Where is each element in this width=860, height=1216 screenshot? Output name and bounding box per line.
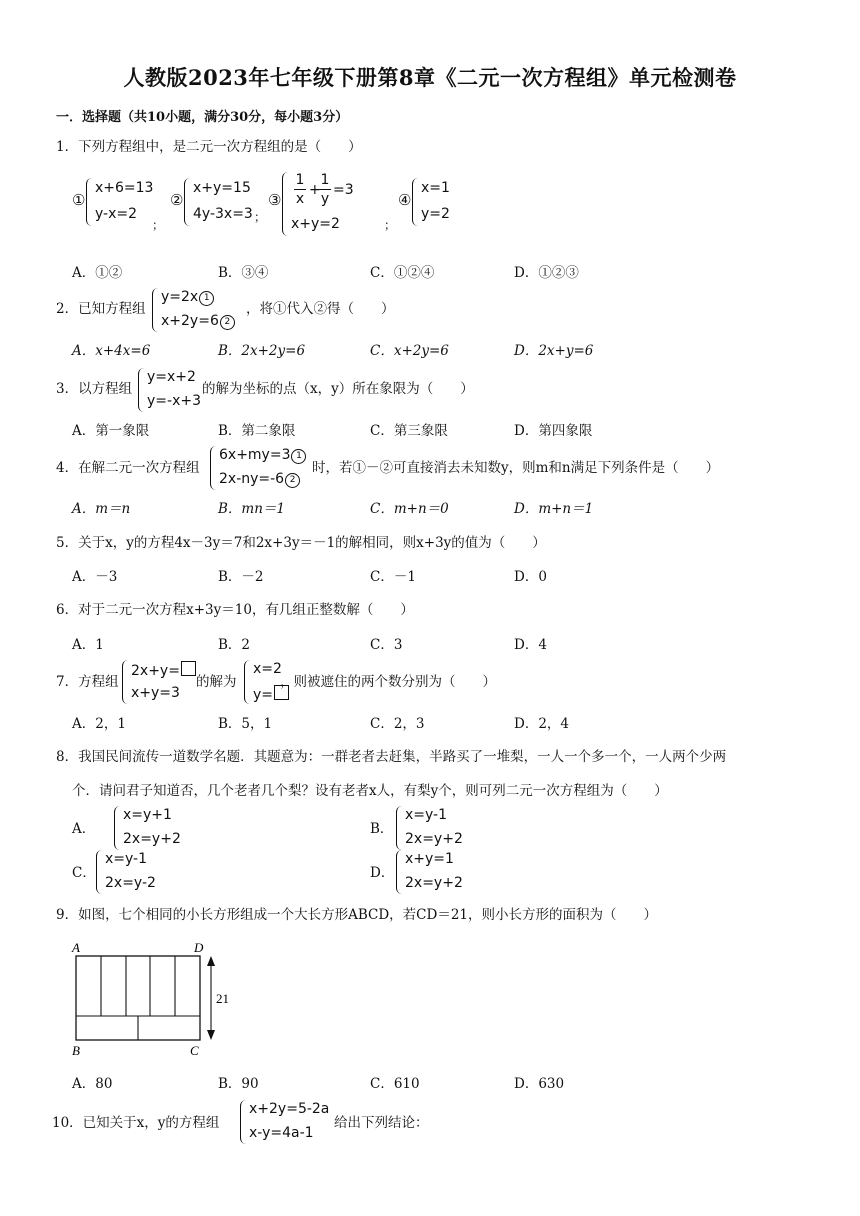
q1-option-c[interactable]: C．①②④ <box>370 265 435 281</box>
brace <box>86 178 95 226</box>
q9-option-c[interactable]: C．610 <box>370 1076 420 1092</box>
brace <box>122 660 131 704</box>
q1-systems <box>72 170 852 240</box>
q4-option-c[interactable]: C．m+n＝0 <box>370 501 449 517</box>
question-7-middle: 的解为 <box>196 674 237 690</box>
q1-label-1: ① <box>72 191 86 209</box>
equation: y=2 <box>421 206 450 222</box>
question-9: 9．如图，七个相同的小长方形组成一个大长方形ABCD，若CD＝21，则小长方形的面积为（ ） <box>56 907 657 923</box>
q8-option-b-system[interactable] <box>396 806 476 852</box>
q4-system <box>210 446 310 492</box>
question-7-suffix: ，则被遮住的两个数分别为（ ） <box>280 674 496 690</box>
equation-1 <box>219 447 306 464</box>
circle-mark: 2 <box>220 315 235 330</box>
fraction-bar <box>319 189 331 190</box>
question-3-prefix: 3．以方程组 <box>56 381 133 397</box>
q1-option-b[interactable]: B．③④ <box>218 265 269 281</box>
q2-option-a[interactable]: A．x+4x=6 <box>72 343 151 359</box>
equation-text: y= <box>253 687 274 703</box>
q6-option-c[interactable]: C．3 <box>370 637 403 653</box>
equation: 2x=y+2 <box>405 875 463 891</box>
q1-system-3 <box>282 172 372 238</box>
equation-2 <box>219 471 300 488</box>
equation: 2x=y+2 <box>405 831 463 847</box>
brace <box>412 178 421 226</box>
equation: x=y-1 <box>105 851 148 867</box>
equation: 4y-3x=3 <box>193 206 253 222</box>
q1-system-4 <box>412 178 472 230</box>
question-4-prefix: 4．在解二元一次方程组 <box>56 460 200 476</box>
equation: x-y=4a-1 <box>249 1125 314 1141</box>
brace <box>396 850 405 894</box>
equation: x=y-1 <box>405 807 448 823</box>
q7-system-1 <box>122 660 202 706</box>
q4-option-b[interactable]: B．mn＝1 <box>218 501 286 517</box>
equation-text: x+2y=6 <box>161 313 219 329</box>
q6-option-b[interactable]: B．2 <box>218 637 251 653</box>
q3-option-a[interactable]: A．第一象限 <box>72 423 150 439</box>
denominator: y <box>320 191 330 207</box>
q5-option-b[interactable]: B．－2 <box>218 569 264 585</box>
arrow-up-icon <box>207 956 215 966</box>
q8-option-b-label[interactable]: B． <box>370 821 394 837</box>
brace <box>96 850 105 894</box>
q1-option-a[interactable]: A．①② <box>72 265 123 281</box>
brace <box>114 806 123 850</box>
question-2-prefix: 2．已知方程组 <box>56 301 146 317</box>
q8-option-c-system[interactable] <box>96 850 176 896</box>
numerator: 1 <box>295 172 305 188</box>
q9-option-b[interactable]: B．90 <box>218 1076 259 1092</box>
equation-text: 2x+y= <box>131 663 180 679</box>
plus-sign: + <box>309 182 321 198</box>
equation-1 <box>131 661 196 679</box>
q2-system <box>152 288 242 334</box>
question-8-line-2: 个．请问君子知道否，几个老者几个梨？设有老者x人，有梨y个，则可列二元一次方程组为（ ） <box>72 783 668 799</box>
q6-option-a[interactable]: A．1 <box>72 637 104 653</box>
equation: x+y=15 <box>193 180 251 196</box>
question-1: 1．下列方程组中，是二元一次方程组的是（ ） <box>56 139 362 155</box>
q1-label-2: ② <box>170 191 184 209</box>
q5-option-d[interactable]: D．0 <box>514 569 547 585</box>
separator: ； <box>254 210 267 224</box>
equation-rhs: =3 <box>333 182 354 198</box>
brace <box>282 172 291 236</box>
brace <box>184 178 193 226</box>
question-10-suffix: 给出下列结论： <box>334 1115 429 1131</box>
equation: x+y=1 <box>405 851 454 867</box>
length-label: 21 <box>216 991 229 1006</box>
q8-option-a-system[interactable] <box>114 806 194 852</box>
brace <box>152 288 161 332</box>
question-5: 5．关于x，y的方程4x－3y＝7和2x+3y＝－1的解相同，则x+3y的值为（ ） <box>56 535 546 551</box>
q7-option-b[interactable]: B．5，1 <box>218 716 273 732</box>
rectangle-figure <box>66 938 246 1060</box>
equation-text: y=2x <box>161 289 199 305</box>
question-4-suffix: 时，若①－②可直接消去未知数y，则m和n满足下列条件是（ ） <box>312 460 720 476</box>
q1-label-3: ③ <box>268 191 282 209</box>
q5-option-a[interactable]: A．－3 <box>72 569 118 585</box>
brace <box>240 1100 249 1144</box>
q10-system <box>240 1100 340 1146</box>
q1-option-d[interactable]: D．①②③ <box>514 265 579 281</box>
circle-mark: 1 <box>199 291 214 306</box>
numerator: 1 <box>320 172 330 188</box>
q3-option-b[interactable]: B．第二象限 <box>218 423 296 439</box>
q2-option-d[interactable]: D．2x+y=6 <box>514 343 594 359</box>
question-6: 6．对于二元一次方程x+3y＝10，有几组正整数解（ ） <box>56 602 414 618</box>
equation: x+2y=5-2a <box>249 1101 330 1117</box>
vertex-label-d: D <box>194 940 204 955</box>
question-10-prefix: 10．已知关于x，y的方程组 <box>52 1115 220 1131</box>
equation: y=x+2 <box>147 369 196 385</box>
separator: ； <box>384 218 397 232</box>
arrow-down-icon <box>207 1030 215 1040</box>
circle-mark: 2 <box>285 473 300 488</box>
equation-2: x+y=3 <box>131 685 180 701</box>
fraction <box>294 172 306 207</box>
q3-option-c[interactable]: C．第三象限 <box>370 423 448 439</box>
separator: ； <box>152 218 165 232</box>
q8-option-a-label[interactable]: A． <box>72 821 96 837</box>
fraction <box>319 172 331 207</box>
q2-option-c[interactable]: C．x+2y=6 <box>370 343 449 359</box>
question-7-prefix: 7．方程组 <box>56 674 119 690</box>
vertex-label-c: C <box>190 1043 199 1058</box>
q2-option-b[interactable]: B．2x+2y=6 <box>218 343 306 359</box>
equation-2 <box>161 313 235 330</box>
brace <box>396 806 405 850</box>
question-8-line-1: 8．我国民间流传一道数学名题．其题意为：一群老者去赶集，半路买了一堆梨，一人一个多一个，一人两个少两 <box>56 749 727 765</box>
vertex-label-a: A <box>72 940 80 955</box>
q1-label-4: ④ <box>398 191 412 209</box>
q4-option-d[interactable]: D．m+n＝1 <box>514 501 594 517</box>
q9-option-a[interactable]: A．80 <box>72 1076 113 1092</box>
question-3-suffix: 的解为坐标的点（x，y）所在象限为（ ） <box>202 381 474 397</box>
equation-1 <box>161 289 214 306</box>
q7-option-c[interactable]: C．2，3 <box>370 716 425 732</box>
q6-option-d[interactable]: D．4 <box>514 637 547 653</box>
equation: y=-x+3 <box>147 393 201 409</box>
q7-option-d[interactable]: D．2，4 <box>514 716 570 732</box>
q4-option-a[interactable]: A．m＝n <box>72 501 131 517</box>
equation: x=1 <box>421 180 450 196</box>
q7-option-a[interactable]: A．2，1 <box>72 716 126 732</box>
fraction-bar <box>294 189 306 190</box>
brace <box>138 368 147 412</box>
circle-mark: 1 <box>291 449 306 464</box>
q8-option-d-label[interactable]: D． <box>370 865 395 881</box>
vertex-label-b: B <box>72 1043 80 1058</box>
section-heading: 一．选择题（共10小题，满分30分，每小题3分） <box>56 110 349 125</box>
q8-option-d-system[interactable] <box>396 850 476 896</box>
equation: x+y=2 <box>291 216 340 232</box>
equation: y-x=2 <box>95 206 138 222</box>
equation-text: 2x-ny=-6 <box>219 471 285 487</box>
q3-option-d[interactable]: D．第四象限 <box>514 423 593 439</box>
page-title: 人教版2023年七年级下册第8章《二元一次方程组》单元检测卷 <box>123 65 737 90</box>
question-2-suffix: ，将①代入②得（ ） <box>246 301 395 317</box>
brace <box>210 446 219 490</box>
q9-option-d[interactable]: D．630 <box>514 1076 565 1092</box>
denominator: x <box>295 191 305 207</box>
equation: x+6=13 <box>95 180 154 196</box>
equation: x=y+1 <box>123 807 172 823</box>
equation-1: x=2 <box>253 661 282 677</box>
equation-text: 6x+my=3 <box>219 447 291 463</box>
covered-box <box>181 661 196 676</box>
equation: 2x=y+2 <box>123 831 181 847</box>
q8-option-c-label[interactable]: C． <box>72 865 96 881</box>
q5-option-c[interactable]: C．－1 <box>370 569 416 585</box>
q3-system <box>138 368 208 414</box>
brace <box>244 660 253 704</box>
equation: 2x=y-2 <box>105 875 156 891</box>
